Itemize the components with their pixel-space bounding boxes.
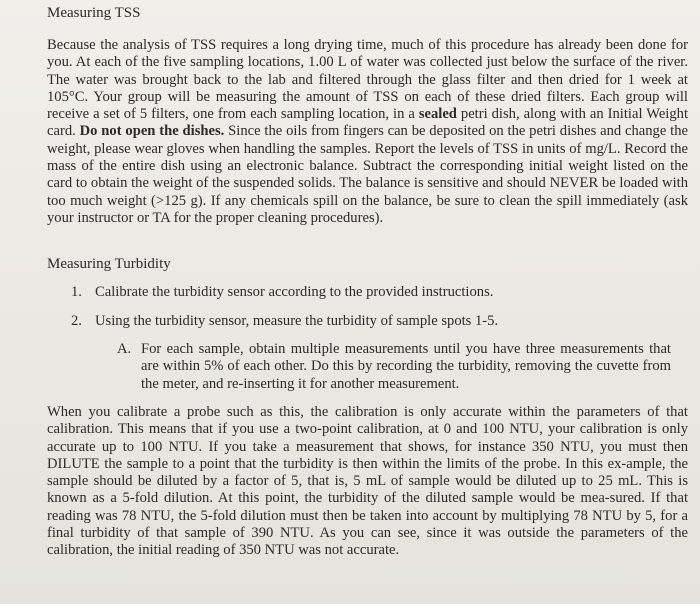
do-not-open-bold-text: Do not open the dishes. (79, 123, 225, 140)
tss-text-part-1: Because the analysis of TSS requires a long drying time, much of this procedure has already been done for you. At each of the five sampling locations, 1.00 L of water was collected just below the surface of the river. The water was brought back to the lab and filtered through the glass filter and then dried for 1 week at 105°C. Your group will be measuring the amount of TSS on each of these dried filters. Each group will receive a set of 5 filters, one from each sampling location, in a (47, 37, 688, 123)
step-text: Calibrate the turbidity sensor according to the provided instructions. (95, 284, 494, 300)
tss-text-part-3: Since the oils from fingers can be deposited on the petri dishes and change the weight, please wear gloves when handling the samples. Report the levels of TSS in units of mg/L. Record the mass of the entire dish using an electronic balance. Subtract the corresponding initial weight listed on the card to obtain the weight of the suspended solids. The balance is sensitive and should NEVER be loaded with too much weight (>125 g). If any chemicals spill on the balance, be sure to clean the spill immediately (ask your instructor or TA for the proper cleaning procedures). (47, 123, 688, 226)
substep-letter: A. (117, 341, 132, 357)
sealed-bold-text: sealed (418, 106, 457, 123)
tss-paragraph (47, 37, 688, 227)
substep-text: For each sample, obtain multiple measurements until you have three measurements that are within 5% of each other. Do this by recording the turbidity, removing the cuvette from the meter, and re-inserting it for another measurement. (141, 341, 671, 392)
turbidity-heading: Measuring Turbidity (47, 256, 171, 272)
step-number: 2. (71, 313, 82, 329)
step-text: Using the turbidity sensor, measure the turbidity of sample spots 1-5. (95, 313, 499, 329)
tss-heading: Measuring TSS (47, 5, 141, 21)
calibration-explanation-paragraph: When you calibrate a probe such as this, the calibration is only accurate within the parameters of that calibration. This means that if you use a two-point calibration, at 0 and 100 NTU, your calibration is only accurate up to 100 NTU. If you take a measurement that shows, for instance 350 NTU, you must then DILUTE the sample to a point that the turbidity is then within the limits of the probe. In this ex-ample, the sample should be diluted by a factor of 5, that is, 5 mL of sample would be diluted up to 25 mL. This is known as a 5-fold dilution. At this point, the turbidity of the diluted sample would be mea-sured. If that reading was 78 NTU, the 5-fold dilution must then be taken into account by multiplying 78 NTU by 5, for a final turbidity of that sample of 390 NTU. As you can see, since it was outside the parameters of the calibration, the initial reading of 350 NTU was not accurate. (47, 404, 688, 559)
tss-text-part-2: petri dish, along with an Initial Weight card. (47, 106, 688, 140)
step-number: 1. (71, 284, 82, 300)
